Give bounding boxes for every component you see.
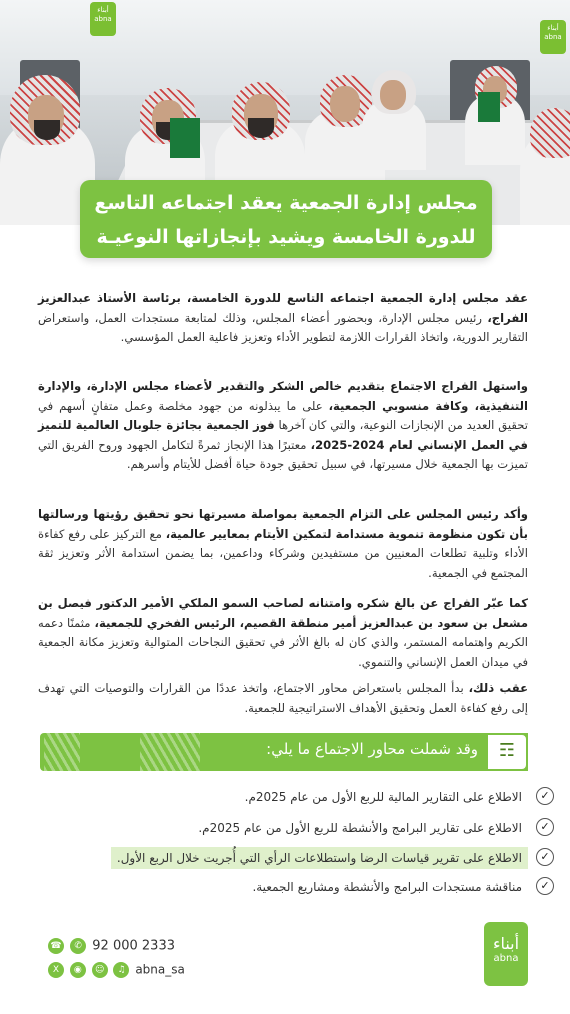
agenda-item <box>192 817 550 839</box>
logo-latin: abna <box>493 953 519 964</box>
paragraph-body: مثمنًا دعمه الكريم واهتمامه المستمر، والذي كان له بالغ الأثر في تحقيق النجاحات المتوالية وتعزيز مكانة الجمعية في ميدان العمل الإنساني والتنموي. <box>38 615 528 669</box>
agenda-item <box>246 876 550 898</box>
agenda-item <box>111 847 550 869</box>
logo-icon <box>90 2 116 36</box>
headline-line-1: مجلس إدارة الجمعية يعقد اجتماعه التاسع <box>94 192 478 214</box>
whatsapp-icon: ✆ <box>70 938 86 954</box>
paragraph-lead: كما عبّر الفراج عن بالغ شكره وامتنانه لصاحب السمو الملكي الأمير الدكتور فيصل بن مشعل بن سعود بن عبدالعزيز أمير منطقة القصيم، الرئيس الفخري للجمعية، <box>38 596 528 630</box>
agenda-header <box>40 733 528 771</box>
agenda-item-text: الاطلاع على التقارير المالية للربع الأول من عام 2025م. <box>244 790 522 804</box>
logo-latin: abna <box>544 33 562 41</box>
paragraph <box>38 377 528 475</box>
x-icon[interactable]: X <box>48 962 64 978</box>
phone-icon: ☎ <box>48 938 64 954</box>
paragraph-body: على ما يبذلونه من جهود مخلصة وعمل متفانٍ أسهم في تحقيق العديد من الإنجازات النوعية، والتي كان آخرها <box>38 398 528 432</box>
check-icon: ✓ <box>536 818 554 836</box>
social-handle[interactable]: abna_sa <box>135 962 185 977</box>
headline-banner <box>80 180 492 258</box>
paragraph-highlight: فوز الجمعية بجائزة جلوبال العالمية للتميز في العمل الإنساني لعام 2024-2025، <box>38 418 528 452</box>
logo-text: أبناء <box>492 934 520 953</box>
check-icon: ✓ <box>536 787 554 805</box>
photo-person <box>530 108 570 158</box>
footer-social <box>48 962 185 978</box>
headline-line-2: للدورة الخامسة ويشيد بإنجازاتها النوعيـة <box>96 226 476 248</box>
check-icon: ✓ <box>536 848 554 866</box>
paragraph <box>38 594 528 672</box>
paragraph-lead: واستهل الفراج الاجتماع بتقديم خالص الشكر والتقدير لأعضاء مجلس الإدارة، والإدارة التنفيذية، وكافة منسوبي الجمعية، <box>38 379 528 413</box>
agenda-pattern <box>44 733 80 771</box>
photo-person <box>330 86 360 122</box>
flag-icon <box>478 92 500 122</box>
footer-logo-icon <box>484 922 528 986</box>
logo-text: أبناء <box>97 6 109 14</box>
paragraph-lead: وأكد رئيس المجلس على التزام الجمعية بمواصلة مسيرتها نحو تحقيق رؤيتها ورسالتها بأن تكون منظومة تنموية مستدامة لتمكين الأيتام بمعايير عالمية، <box>38 507 528 541</box>
paragraph <box>38 289 528 348</box>
meeting-icon: ☶ <box>486 733 528 771</box>
paragraph-body: رئيس مجلس الإدارة، وبحضور أعضاء المجلس، وذلك لمتابعة مستجدات العمل، واستعراض التقارير الدورية، واتخاذ القرارات اللازمة لتطوير الأداء وتعزيز فاعلية العمل المؤسسي. <box>38 310 528 344</box>
agenda-item <box>239 786 550 808</box>
photo-person <box>248 118 274 138</box>
agenda-pattern <box>140 733 200 771</box>
logo-icon <box>540 20 566 54</box>
photo-person <box>380 80 406 110</box>
agenda-item-text: الاطلاع على تقرير قياسات الرضا واستطلاعات الرأي التي أُجريت خلال الربع الأول. <box>111 847 528 869</box>
instagram-icon[interactable]: ◉ <box>70 962 86 978</box>
photo-person <box>34 120 60 140</box>
paragraph-body: بدأ المجلس باستعراض محاور الاجتماع، واتخذ عددًا من القرارات والتوصيات التي تهدف إلى رفع كفاءة العمل وتحقيق الأهداف الاستراتيجية للجمعية. <box>38 681 528 715</box>
paragraph <box>38 505 528 583</box>
paragraph <box>38 679 528 718</box>
snapchat-icon[interactable]: ☺ <box>92 962 108 978</box>
tiktok-icon[interactable]: ♫ <box>113 962 129 978</box>
paragraph-lead: عقب ذلك، <box>468 681 528 695</box>
logo-text: أبناء <box>547 24 559 32</box>
footer-phone <box>48 938 175 954</box>
phone-number[interactable]: 92 000 2333 <box>92 938 175 954</box>
flag-icon <box>170 118 200 158</box>
paragraph-body: مع التركيز على رفع كفاءة الأداء وتلبية تطلعات المعنيين من مستفيدين وشركاء وداعمين، بما يضمن استدامة الأثر وتعزيز ثقة المجتمع في الجمعية. <box>38 526 528 580</box>
check-icon: ✓ <box>536 877 554 895</box>
paragraph-body: معتبرًا هذا الإنجاز ثمرةً لتكامل الجهود وروح الفريق التي تميزت بها الجمعية خلال مسيرتها، في سبيل تحقيق جودة حياة أفضل للأيتام وأسرهم. <box>38 437 528 471</box>
agenda-item-text: مناقشة مستجدات البرامج والأنشطة ومشاريع الجمعية. <box>252 880 522 894</box>
paragraph-lead: عقد مجلس إدارة الجمعية اجتماعه التاسع للدورة الخامسة، برئاسة الأستاذ عبدالعزيز الفراج، <box>38 291 528 325</box>
agenda-item-text: الاطلاع على تقارير البرامج والأنشطة للربع الأول من عام 2025م. <box>198 821 522 835</box>
agenda-title: وقد شملت محاور الاجتماع ما يلي: <box>266 740 478 758</box>
logo-latin: abna <box>94 15 112 23</box>
